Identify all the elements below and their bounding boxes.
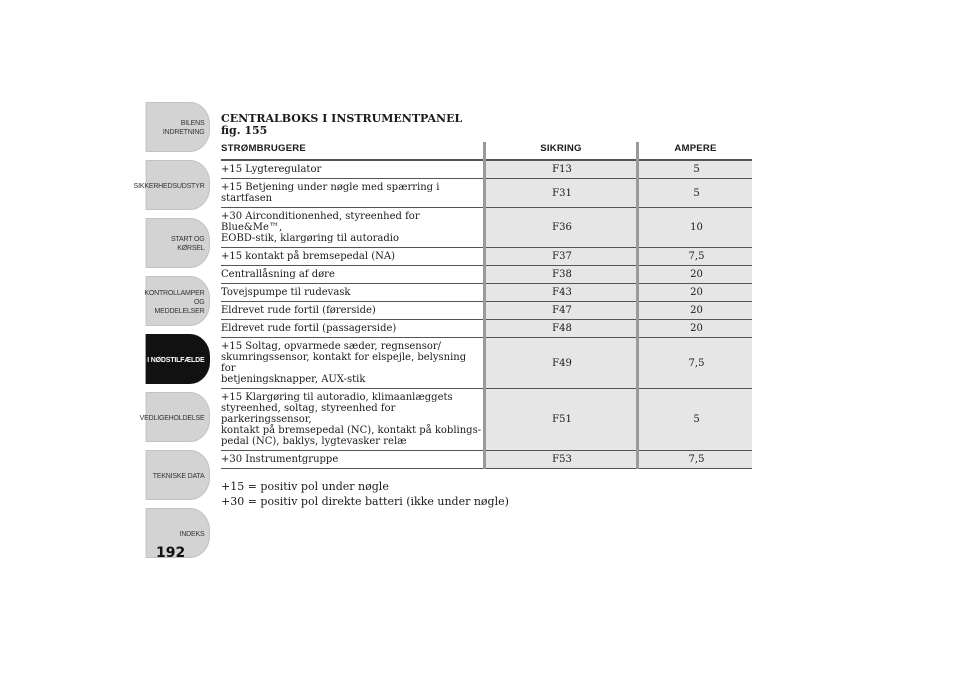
- cell-consumer: Centrallåsning af døre: [221, 266, 485, 284]
- table-row: [221, 338, 752, 389]
- header-consumers: STRØMBRUGERE: [221, 142, 485, 160]
- cell-consumer: +15 Betjening under nøgle med spærring i startfasen: [221, 179, 485, 208]
- tab-sikkerhedsudstyr[interactable]: [133, 160, 210, 210]
- cell-ampere: 5: [638, 160, 753, 179]
- cell-ampere: 7,5: [638, 451, 753, 469]
- table-row: [221, 389, 752, 451]
- cell-ampere: 20: [638, 320, 753, 338]
- cell-consumer: +15 Soltag, opvarmede sæder, regnsensor/ skumringssensor, kontakt for elspejle, belysning for betjeningsknapper, AUX-stik: [221, 338, 485, 389]
- figure-reference: fig. 155: [221, 124, 268, 137]
- note-plus30: +30 = positiv pol direkte batteri (ikke under nøgle): [221, 495, 509, 508]
- cell-ampere: 5: [638, 179, 753, 208]
- cell-fuse: F37: [485, 248, 638, 266]
- cell-consumer: Tovejspumpe til rudevask: [221, 284, 485, 302]
- table-row: [221, 266, 752, 284]
- tab-label: KONTROLLAMPER OG MEDDELELSER: [144, 287, 205, 315]
- fuse-section: [221, 113, 752, 509]
- cell-ampere: 20: [638, 302, 753, 320]
- tab-label: VEDLIGEHOLDELSE: [139, 412, 205, 422]
- tab-label: START OG KØRSEL: [171, 234, 205, 252]
- cell-ampere: 5: [638, 389, 753, 451]
- fuse-table-body: [221, 160, 752, 469]
- table-row: [221, 208, 752, 248]
- cell-fuse: F38: [485, 266, 638, 284]
- tab-label: I NØDSTILFÆLDE: [147, 354, 205, 364]
- table-row: [221, 179, 752, 208]
- note-plus15: +15 = positiv pol under nøgle: [221, 480, 389, 493]
- section-title: CENTRALBOKS I INSTRUMENTPANEL: [221, 112, 463, 125]
- page-number: 192: [156, 545, 186, 561]
- table-row: [221, 284, 752, 302]
- cell-fuse: F36: [485, 208, 638, 248]
- cell-ampere: 20: [638, 266, 753, 284]
- table-row: [221, 160, 752, 179]
- cell-fuse: F51: [485, 389, 638, 451]
- tab-bilens-indretning[interactable]: [146, 102, 210, 152]
- cell-fuse: F47: [485, 302, 638, 320]
- table-row: [221, 320, 752, 338]
- tab-tekniske-data[interactable]: [146, 450, 210, 500]
- table-row: [221, 302, 752, 320]
- notes: [221, 479, 752, 509]
- cell-ampere: 10: [638, 208, 753, 248]
- header-fuse: SIKRING: [485, 142, 638, 160]
- fuse-table: [221, 142, 752, 469]
- cell-ampere: 20: [638, 284, 753, 302]
- tab-vedligeholdelse[interactable]: [139, 392, 210, 442]
- cell-fuse: F48: [485, 320, 638, 338]
- cell-consumer: +30 Airconditionenhed, styreenhed for Blue&Me™, EOBD-stik, klargøring til autoradio: [221, 208, 485, 248]
- cell-consumer: +30 Instrumentgruppe: [221, 451, 485, 469]
- cell-fuse: F31: [485, 179, 638, 208]
- tab-label: INDEKS: [179, 528, 205, 538]
- cell-fuse: F43: [485, 284, 638, 302]
- chapter-tabs: [133, 102, 210, 566]
- cell-ampere: 7,5: [638, 248, 753, 266]
- cell-consumer: +15 Klargøring til autoradio, klimaanlæggets styreenhed, soltag, styreenhed for parkeringssensor, kontakt på bremsepedal (NC), kontakt på koblings- pedal (NC), baklys, lygtevasker relæ: [221, 389, 485, 451]
- cell-fuse: F13: [485, 160, 638, 179]
- cell-consumer: +15 Lygteregulator: [221, 160, 485, 179]
- header-ampere: AMPERE: [638, 142, 753, 160]
- tab-kontrollamper[interactable]: [146, 276, 210, 326]
- cell-fuse: F49: [485, 338, 638, 389]
- cell-ampere: 7,5: [638, 338, 753, 389]
- tab-label: BILENS INDRETNING: [162, 118, 205, 136]
- tab-start-og-korsel[interactable]: [146, 218, 210, 268]
- tab-label: SIKKERHEDSUDSTYR: [133, 180, 205, 190]
- table-row: [221, 451, 752, 469]
- tab-label: TEKNISKE DATA: [152, 470, 205, 480]
- table-header-row: [221, 142, 752, 160]
- cell-consumer: Eldrevet rude fortil (førerside): [221, 302, 485, 320]
- table-row: [221, 248, 752, 266]
- cell-consumer: Eldrevet rude fortil (passagerside): [221, 320, 485, 338]
- tab-i-nodstilfaelde[interactable]: [146, 334, 210, 384]
- cell-consumer: +15 kontakt på bremsepedal (NA): [221, 248, 485, 266]
- cell-fuse: F53: [485, 451, 638, 469]
